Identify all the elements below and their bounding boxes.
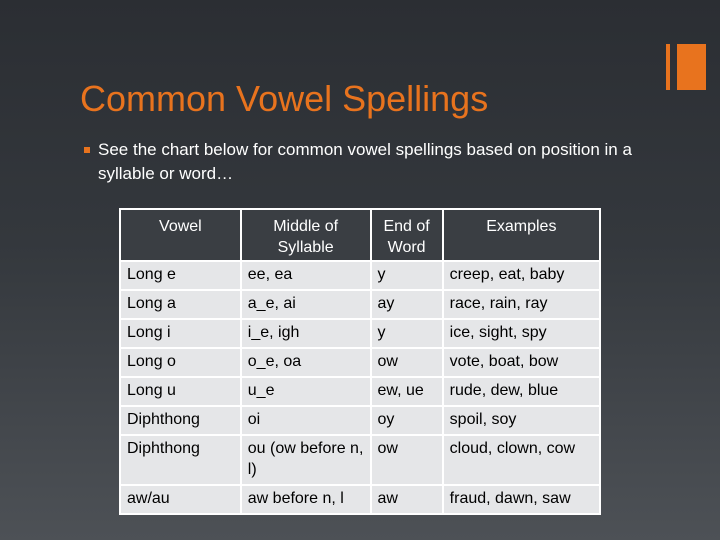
cell-end: aw [371,485,443,514]
cell-middle: a_e, ai [241,290,371,319]
table-row [120,377,600,406]
cell-vowel: Long i [120,319,241,348]
cell-examples: race, rain, ray [443,290,600,319]
cell-vowel: Long e [120,261,241,290]
cell-middle: i_e, igh [241,319,371,348]
cell-examples: fraud, dawn, saw [443,485,600,514]
bullet-item [82,138,642,186]
table-row [120,435,600,485]
header-examples: Examples [443,209,600,261]
cell-vowel: aw/au [120,485,241,514]
cell-end: oy [371,406,443,435]
table-header-row [120,209,600,261]
accent-bar-thick [677,44,706,90]
cell-middle: aw before n, l [241,485,371,514]
cell-end: y [371,261,443,290]
table-row [120,406,600,435]
table-row [120,319,600,348]
table-row [120,290,600,319]
cell-vowel: Diphthong [120,406,241,435]
cell-examples: creep, eat, baby [443,261,600,290]
table-row [120,485,600,514]
table-row [120,348,600,377]
cell-middle: oi [241,406,371,435]
header-middle-of-syllable: Middle of Syllable [241,209,371,261]
cell-examples: rude, dew, blue [443,377,600,406]
cell-middle: ou (ow before n, l) [241,435,371,485]
bullet-square-icon [84,147,90,153]
cell-examples: ice, sight, spy [443,319,600,348]
cell-middle: u_e [241,377,371,406]
bullet-text: See the chart below for common vowel spellings based on position in a syllable or word… [98,140,632,183]
accent-bar-thin [666,44,670,90]
cell-end: ay [371,290,443,319]
table-row [120,261,600,290]
cell-middle: ee, ea [241,261,371,290]
cell-vowel: Long u [120,377,241,406]
cell-end: ow [371,435,443,485]
vowel-spellings-table [119,208,601,515]
cell-examples: cloud, clown, cow [443,435,600,485]
cell-vowel: Long a [120,290,241,319]
accent-bar [666,44,706,90]
cell-end: ow [371,348,443,377]
cell-end: ew, ue [371,377,443,406]
cell-examples: spoil, soy [443,406,600,435]
cell-middle: o_e, oa [241,348,371,377]
cell-vowel: Long o [120,348,241,377]
header-end-of-word: End of Word [371,209,443,261]
slide-title: Common Vowel Spellings [80,78,489,119]
cell-vowel: Diphthong [120,435,241,485]
cell-examples: vote, boat, bow [443,348,600,377]
header-vowel: Vowel [120,209,241,261]
cell-end: y [371,319,443,348]
